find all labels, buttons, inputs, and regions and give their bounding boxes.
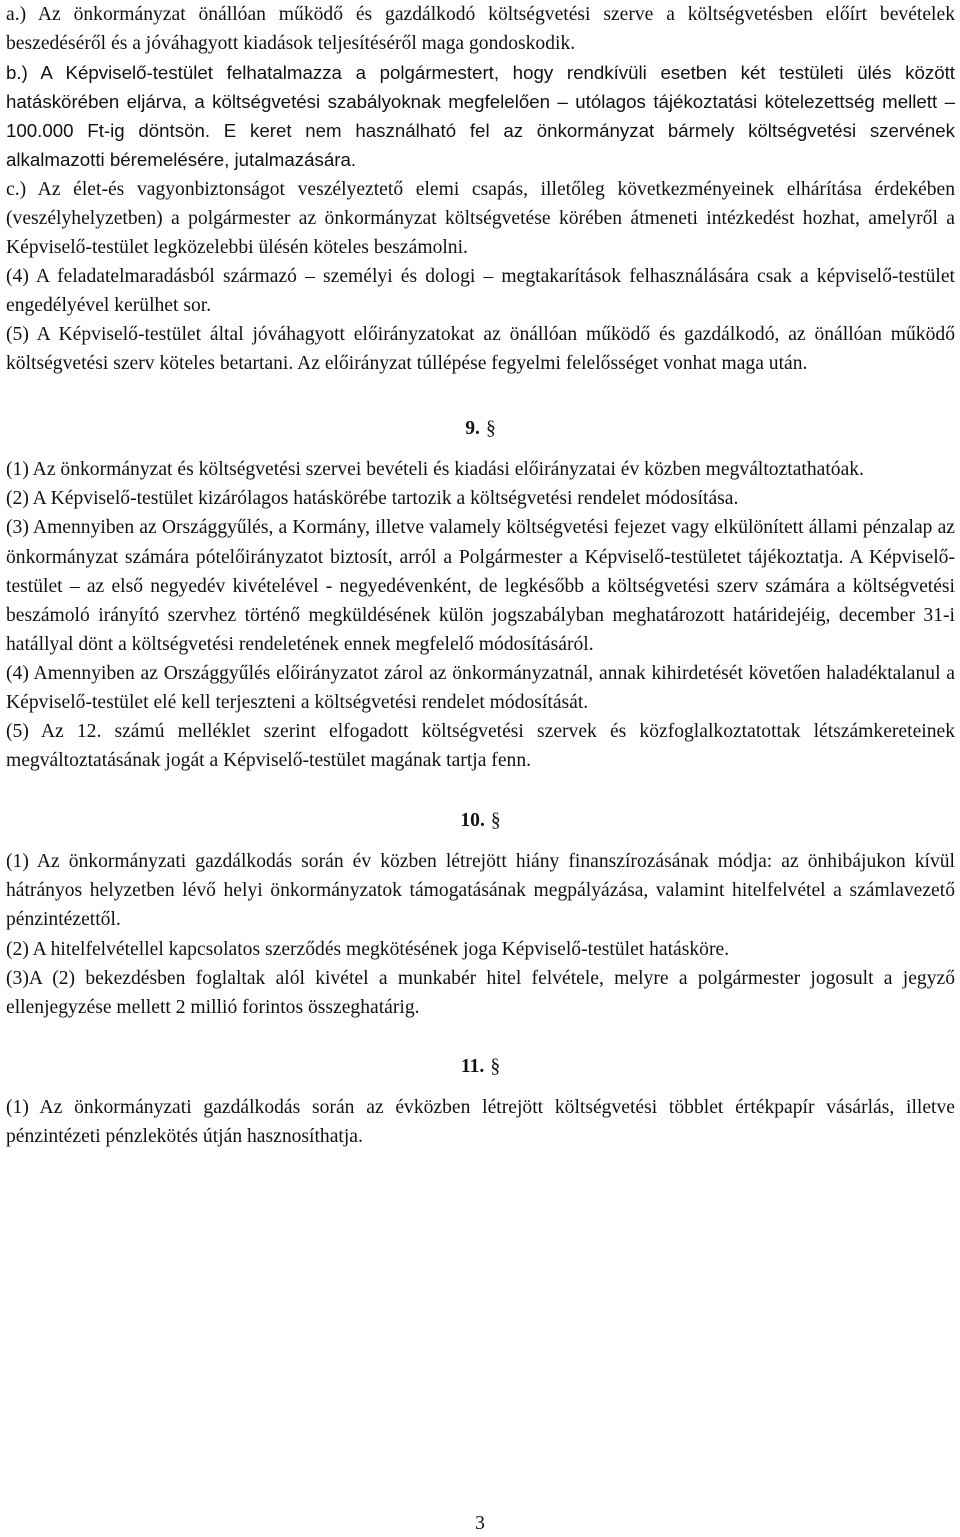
point-a: a.) Az önkormányzat önállóan működő és gazdálkodó költségvetési szerve a költségvetésben előírt bevételek beszedéséről és a jóváhagyott kiadások teljesítéséről maga gondoskodik.	[6, 4, 955, 55]
paragraph-10-2: (2) A hitelfelvétellel kapcsolatos szerződés megkötésének joga Képviselő-testület hatásköre.	[6, 938, 730, 960]
section-gap	[6, 835, 955, 847]
paragraph-8-4: (4) A feladatelmaradásból származó – személyi és dologi – megtakarítások felhasználására csak a képviselő-testület engedélyével kerülhet sor.	[6, 265, 955, 316]
paragraph-9-2: (2) A Képviselő-testület kizárólagos hatáskörébe tartozik a költségvetési rendelet módosítása.	[6, 488, 739, 510]
section-number: 10.	[460, 810, 485, 832]
paragraph-9-3: (3) Amennyiben az Országgyűlés, a Kormány, illetve valamely költségvetési fejezet vagy elkülönített állami pénzalap az önkormányzat számára pótelőirányzatot biztosít, arról a Polgármester a Képviselő-testületet tájékoztatja. A Képviselő-testület – az első negyedév kivételével - negyedévenként, de legkésőbb a költségvetési szerv számára a költségvetési beszámoló irányító szervhez történő megküldésének külön jogszabályban meghatározott határidejéig, december 31-i hatállyal dönt a költségvetési rendeletének ennek megfelelő módosításáról.	[6, 517, 955, 655]
section-gap	[6, 1022, 955, 1052]
paragraph-10-1: (1) Az önkormányzati gazdálkodás során év közben létrejött hiány finanszírozásának módja: az önhibájukon kívül hátrányos helyzetben lévő helyi önkormányzatok támogatásának megpályázása, valamint hitelfelvétel a számlavezető pénzintézettől.	[6, 851, 955, 931]
section-sign: §	[485, 418, 496, 440]
paragraph-10-3: (3)A (2) bekezdésben foglaltak alól kivétel a munkabér hitel felvétele, melyre a polgármester jogosult a jegyző ellenjegyzése mellett 2 millió forintos összeghatárig.	[6, 967, 955, 1018]
document-page	[6, 0, 955, 1151]
section-heading-11	[6, 1052, 955, 1081]
paragraph-9-5: (5) Az 12. számú melléklet szerint elfogadott költségvetési szervek és közfoglalkoztatottak létszámkereteinek megváltoztatásának jogát a Képviselő-testület magának tartja fenn.	[6, 721, 955, 772]
point-c: c.) Az élet-és vagyonbiztonságot veszélyeztető elemi csapás, illetőleg következményeinek elhárítása érdekében (veszélyhelyzetben) a polgármester az önkormányzat költségvetése körében átmeneti intézkedést hozhat, amelyről a Képviselő-testület legközelebbi ülésén köteles beszámolni.	[6, 178, 955, 258]
paragraph-11-1: (1) Az önkormányzati gazdálkodás során az évközben létrejött költségvetési többlet értékpapír vásárlás, illetve pénzintézeti pénzlekötés útján hasznosíthatja.	[6, 1096, 955, 1147]
section-heading-9	[6, 414, 955, 443]
section-number: 9.	[465, 418, 480, 440]
section-sign: §	[490, 810, 501, 832]
section-gap	[6, 775, 955, 806]
page-number: 3	[475, 1513, 485, 1534]
section-sign: §	[490, 1055, 501, 1077]
paragraph-8-5: (5) A Képviselő-testület által jóváhagyott előirányzatokat az önállóan működő és gazdálkodó, az önállóan működő költségvetési szerv köteles betartani. Az előirányzat túllépése fegyelmi felelősséget vonhat maga után.	[6, 324, 955, 375]
paragraph-9-1: (1) Az önkormányzat és költségvetési szervei bevételi és kiadási előirányzatai év közben megváltoztathatóak.	[6, 459, 864, 481]
section-gap	[6, 1081, 955, 1093]
section-gap	[6, 443, 955, 455]
section-number: 11.	[460, 1055, 485, 1077]
section-heading-10	[6, 806, 955, 835]
point-b: b.) A Képviselő-testület felhatalmazza a polgármestert, hogy rendkívüli esetben két testületi ülés között hatáskörében eljárva, a költségvetési szabályoknak megfelelően – utólagos tájékoztatási kötelezettség mellett – 100.000 Ft-ig döntsön. E keret nem használható fel az önkormányzat bármely költségvetési szervének alkalmazotti béremelésére, jutalmazására.	[6, 62, 955, 171]
section-gap	[6, 378, 955, 414]
paragraph-9-4: (4) Amennyiben az Országgyűlés előirányzatot zárol az önkormányzatnál, annak kihirdetését követően haladéktalanul a Képviselő-testület elé kell terjeszteni a költségvetési rendelet módosítását.	[6, 662, 955, 713]
